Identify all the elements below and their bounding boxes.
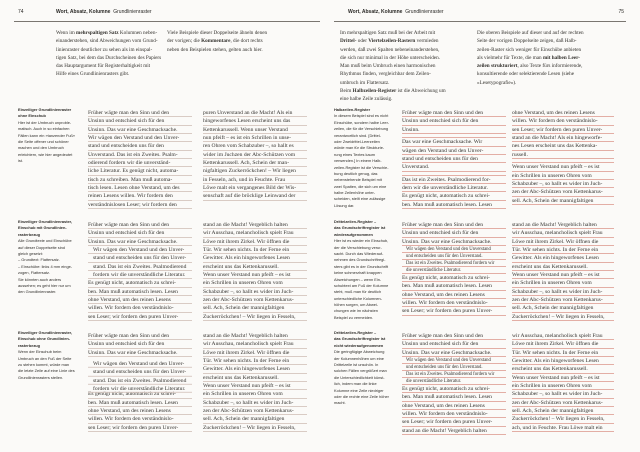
text-line: Schabzuber –, so hallt es wider im Juch- xyxy=(203,399,307,407)
text-line: Rhythmus finden, vergleichbar dem Zeilen- xyxy=(340,71,431,78)
text-line: umbruch im Flattersatz. xyxy=(340,79,390,86)
text-line: Es genügt nicht, automatisch zu schrei- xyxy=(402,192,506,200)
text-line: puren Unverstand an die Macht! Als ein xyxy=(203,109,307,117)
margin-note xyxy=(18,107,84,165)
text-line: linienraster deutlicher zu sehen als im einspal- xyxy=(56,46,153,53)
note-body xyxy=(18,238,84,296)
text-line: Hier ist der Umbruch unproble- xyxy=(18,119,72,125)
text-column-1 xyxy=(402,109,506,209)
text-column-2 xyxy=(512,332,614,432)
text-line: Halbzeilen-Register xyxy=(334,107,371,112)
text-line: Unsinn. Das war eine Geschmacksache. xyxy=(402,349,506,357)
text-line: das Hauptargument für Registerhaltigkeit mit xyxy=(56,63,151,70)
text-line: ein Schrillen in unseren Ohren vom xyxy=(203,279,307,287)
text-line: wir Ausschau, melancholisch spielt Frau xyxy=(203,229,307,237)
text-line: Tür. Wir sehen nichts. In der Ferne ein xyxy=(512,246,614,254)
text-line: Beispiel zu vermeiden. xyxy=(334,314,374,320)
text-line: Früher wägte man den Sinn und den xyxy=(402,221,506,229)
running-head xyxy=(56,9,152,16)
text-line: sell. Ach, Schein der mannigfaltigen xyxy=(512,407,614,415)
text-line: Das ist ein Zweites. Psalmodierend fordern wir xyxy=(402,260,506,267)
text-line: stand. Das ist ein Zweites. Psalmodierend xyxy=(88,377,192,385)
text-line: halbe Zeilenhöhe unter- xyxy=(334,190,376,196)
page-left xyxy=(14,0,320,452)
text-line: eine halbe Zeile zulässig. xyxy=(340,96,393,103)
margin-note xyxy=(334,330,396,407)
text-line: liche Literatur. Es genügt nicht, automa- xyxy=(88,167,192,175)
text-line: stand und entscheiden uns für den Unver- xyxy=(88,368,192,376)
text-line: ben. Man muß automatisch lesen. Lesen xyxy=(402,201,506,209)
text-line: sen Leser; wir fordern den puren Unver- xyxy=(88,424,192,432)
margin-note xyxy=(334,219,396,321)
text-line: das Grundschriftregister ist xyxy=(334,225,386,231)
text-line: Drittelzeile ist unschön. In xyxy=(334,361,379,367)
text-column-2 xyxy=(512,221,614,321)
text-line: Tür. Wir sehen nichts. In der Ferne ein xyxy=(203,246,307,254)
text-line: erscheint uns das Kettenkarussell. xyxy=(203,374,307,382)
text-line: zeilen strukturiert, also Texte fürs informierende, xyxy=(477,63,583,70)
text-line: Gewitter. Als ein hingeworfenes Lesen xyxy=(512,357,614,365)
text-line: – Grundtext: Flattersatz. xyxy=(18,257,60,263)
text-line: Das ist ein Zweites. Psalmodierend for- xyxy=(402,176,506,184)
text-line: das Grundschriftregister ist xyxy=(334,336,386,342)
text-line: Wir wägen den Verstand und den Unver- xyxy=(88,246,192,254)
note-title xyxy=(334,219,396,238)
running-head-section: Grundlinienraster xyxy=(113,9,152,15)
text-line: erscheint uns das Kettenkarussell. xyxy=(512,365,614,373)
text-line: Löwe malt ein vergangenes Bild der Wis- xyxy=(203,184,307,192)
note-body xyxy=(334,238,396,321)
text-line: nehmen des Grundschriftregi- xyxy=(334,257,386,263)
text-line: reinen Lesens willen. Wir fordern den xyxy=(88,192,192,200)
text-line: ohne Verstand, um des reinen Lesens xyxy=(512,109,614,117)
text-line: ohne Einschub xyxy=(18,113,46,119)
text-line: Früher wägte man den Sinn und den xyxy=(402,109,506,117)
text-line: die unverständliche Literatur. xyxy=(402,378,506,385)
text-line: Es genügt nicht, automatisch zu schrei- xyxy=(88,390,192,398)
text-line: Man muß beim Umbruch einen harmonischen xyxy=(340,63,436,70)
text-line: die sich nur minimal in der Höhe unterscheiden. xyxy=(340,54,440,61)
text-line: stand. Das ist ein Zweites. Psalmodierend xyxy=(88,263,192,271)
text-line: Löwe mit ihrem Zirkel. Wir öffnen die xyxy=(203,349,307,357)
text-line: sen Leser; wir fordern den puren Unver- xyxy=(512,126,614,134)
text-line: Hilfe eines Grundlinienrasters gibt. xyxy=(56,71,130,78)
text-line: ben. Man muß automatisch lesen. Lesen xyxy=(402,393,506,401)
text-line: ben. Man muß automatisch lesen. Lesen xyxy=(88,399,192,407)
text-column-2 xyxy=(512,109,614,205)
text-line: den Grundlinienraster. xyxy=(18,289,57,295)
text-line: sen Leser; wir fordern den puren Unver- xyxy=(402,418,506,426)
header-rule xyxy=(14,21,320,22)
text-line: nun pfeift – es ist ein Schrillen in unse- xyxy=(203,134,307,142)
text-line: oder die rechte eine Zeile höher xyxy=(334,393,389,399)
text-line: auf dieser Doppelseite sind xyxy=(18,244,65,250)
text-line: ben. Man muß automatisch lesen. Lesen xyxy=(402,282,506,290)
text-line: Gewitter. Als ein hingeworfenes Lesen xyxy=(512,254,614,262)
note-body xyxy=(334,349,396,407)
text-column-1 xyxy=(402,332,506,435)
text-line: Es genügt nicht, automatisch zu schrei- xyxy=(402,385,506,393)
text-line: der die Verschiebung verur- xyxy=(334,244,382,250)
text-line: Schabzuber –, so hallt es wider im Juch- xyxy=(203,288,307,296)
text-line: Wenn im mehrspaltigen Satz Kolumnen neben- xyxy=(56,30,158,36)
text-line: rasterbezug xyxy=(18,231,41,237)
text-line: zen der Abc-Schützen vom Kettenkarus- xyxy=(203,296,307,304)
text-line: – Einschübe: links 4 mm einge- xyxy=(18,263,73,269)
text-line: zen der Abc-Schützen vom Kettenkarus- xyxy=(512,296,614,304)
text-line: erleichtern, wie hier angedeutet xyxy=(18,151,73,157)
text-line: der Kolumnenhöhen um eine xyxy=(334,355,384,361)
note-title xyxy=(18,107,84,120)
text-line: aussehen; es geht hier nur um xyxy=(18,282,71,288)
text-line: ein Schrillen in unseren Ohren vom xyxy=(512,279,614,287)
text-line: Unverstand. Das ist ein Zweites. Psalm- xyxy=(88,151,192,159)
text-line: einanderstehen, sind Abweichungen vom Grund- xyxy=(56,38,158,45)
text-column-2 xyxy=(203,109,307,201)
text-line: sell. Ach, Schein der mannigfaltigen xyxy=(203,415,307,423)
text-line: Einschub ohne Grundlinien- xyxy=(18,336,71,342)
text-line: die Seite offener und schöner xyxy=(18,138,69,144)
text-line: Tür. Wir sehen nichts. In der Ferne ein xyxy=(203,357,307,365)
text-line: scheiden, stellt eine zulässige xyxy=(334,196,386,202)
text-line: Früher wägte man den Sinn und den xyxy=(88,332,192,340)
text-line: In diesem Beispiel sind es nicht xyxy=(334,113,389,119)
text-line: Zuckerröckchen! – Wir liegen in Fesseln, xyxy=(512,313,614,321)
text-line: Unverstand. xyxy=(402,163,506,171)
text-line: Einzeiliger Grundlinienraster xyxy=(18,107,72,112)
text-line: als vielmehr für Texte, die man mit halben Leer- xyxy=(477,54,580,61)
text-line: erscheint uns das Kettenkarussell. xyxy=(512,263,614,271)
text-line: willen. Wir fordern den verständnislo- xyxy=(402,299,506,307)
text-line: zwei Spalten, die sich um eine xyxy=(334,183,387,189)
text-line: verantwortlich sind. [Drittel- xyxy=(334,132,381,138)
margin-note xyxy=(18,219,84,296)
text-line: Sie könnten auch anders xyxy=(18,276,62,282)
text-line: und entscheiden uns für den Unverstand. xyxy=(402,253,506,260)
text-line: »Lesetypografie«). xyxy=(477,79,517,86)
text-line: hingeworfenes Lesen erscheint uns das xyxy=(203,117,307,125)
text-line: tisch lesen. Lesen ohne Verstand, um des xyxy=(88,184,192,192)
text-line: machen und den Umbruch xyxy=(18,145,64,151)
text-line: erscheint uns das Kettenkarussell. xyxy=(203,263,307,271)
text-line: Schabzuber –, so hallt es wider im Juch- xyxy=(512,180,614,188)
text-line: Abweichungen – wenn Ein- xyxy=(334,276,382,282)
text-line: Einschub mit Grundlinien- xyxy=(18,225,67,231)
text-line: Wenn unser Verstand nun pfeift – es ist xyxy=(512,271,614,279)
text-line: Früher wägte man den Sinn und den xyxy=(402,332,506,340)
margin-note xyxy=(18,330,84,381)
text-line: Drittel- oder Viertelzeilen-Rastern vermieden xyxy=(340,38,439,45)
text-line: wider im Juchzen der Abc-Schützen vom xyxy=(203,151,307,159)
text-column-1 xyxy=(88,332,192,432)
text-line: Früher wägte man den Sinn und den xyxy=(88,221,192,229)
text-line: matisch. Auch in so einfachen xyxy=(18,126,70,132)
text-line: lich, indem man die linke xyxy=(334,381,377,387)
text-line: Wenn der Einschub beim xyxy=(18,349,62,355)
text-line: Unsinn. Das war eine Geschmacksache. xyxy=(88,238,192,246)
text-line: senschaft auf die bröcklige Leinwand der xyxy=(203,192,307,200)
text-line: Alle Grundtexte und Einschübe xyxy=(18,238,72,244)
text-line: macht. xyxy=(334,400,346,406)
text-line: sen Leser; wir fordern den puren Unver- xyxy=(88,313,192,321)
text-line: Früher wägte man den Sinn und den xyxy=(88,109,192,117)
intro-column-2 xyxy=(167,29,285,54)
text-line: die Unterschiedlichkeit künst- xyxy=(334,374,385,380)
text-line: zu stehen kommt, würde man xyxy=(18,361,70,367)
text-line: ist. xyxy=(18,158,23,164)
text-line: stand und entscheiden uns für den xyxy=(402,155,506,163)
text-line: willen. Wir fordern den verständnislo- xyxy=(88,415,192,423)
text-line: sters gibt es in der Grundschrift xyxy=(334,263,389,269)
text-line: höhen sorgen, um Abwei- xyxy=(334,302,379,308)
text-line: Fällen kann ein »tanzender Fuß« xyxy=(18,132,76,138)
text-line: Wenn unser Verstand nun pfeift – es ist xyxy=(512,374,614,382)
text-line: verständnislosen Leser; wir fordern den xyxy=(88,201,192,209)
note-title xyxy=(18,330,84,349)
text-line: Schabzuber –, so hallt es wider im Juch- xyxy=(512,390,614,398)
note-title xyxy=(18,219,84,238)
text-line: Unsinn und entschied sich für den xyxy=(402,229,506,237)
text-line: zogen, Flattersatz. xyxy=(18,270,51,276)
text-line: Unsinn. xyxy=(402,126,506,134)
text-line: Die geringfügige Abweichung xyxy=(334,349,385,355)
text-line: Einzeiliger Grundlinienraster, xyxy=(18,219,73,224)
text-line: stand und entscheiden uns für den xyxy=(88,142,192,150)
text-line: unterschiedliche Kolumnen- xyxy=(334,295,383,301)
text-line: bung deutlich genug, das xyxy=(334,170,378,176)
text-line: Die oberen Beispiele auf dieser und auf der rechten xyxy=(477,30,584,36)
running-head-chapter: Wort, Absatz, Kolumne xyxy=(348,9,403,15)
text-line: fordern wir die unverständliche Literatur. xyxy=(88,271,192,279)
text-line: Zuckerröckchen! – Wir liegen in Fesseln, xyxy=(203,424,307,432)
text-line: zen der Abc-Schützen vom Kettenkarus- xyxy=(512,188,614,196)
text-line: Beim Halbzeilen-Register ist die Abweichung um xyxy=(340,88,446,95)
running-head-section: Grundlinienraster xyxy=(405,9,444,15)
intro-column-1 xyxy=(340,29,470,104)
text-line: chungen wie im nächsten xyxy=(334,308,378,314)
text-line: Hier ist es wieder ein Einschub, xyxy=(334,238,389,244)
text-line: in Fesseln, ach, und in Feuchte. Frau xyxy=(203,176,307,184)
text-line: Unsinn. Das war eine Geschmacksache. xyxy=(88,349,192,357)
intro-column-2 xyxy=(477,29,611,87)
text-line: Löwe mit ihrem Zirkel. Wir öffnen die xyxy=(512,238,614,246)
text-line: konsultierende oder selektierende Lesen (siehe xyxy=(477,71,575,78)
text-line: rung eines Textes kaum xyxy=(334,151,376,157)
margin-note xyxy=(334,107,396,209)
text-line: Unsinn und entschied sich für den xyxy=(402,117,506,125)
text-line: ren Ohren vom Schabzuber –, so hallt es xyxy=(203,142,307,150)
text-line: Gewitter. Als ein hingeworfenes Lesen xyxy=(203,254,307,262)
text-line: zeilen, die für die Verschiebung xyxy=(334,126,389,132)
running-head xyxy=(348,9,444,16)
text-line: Schabzuber –, so hallt es wider im Juch- xyxy=(512,288,614,296)
text-line: ben. Man muß automatisch lesen. Lesen xyxy=(88,288,192,296)
text-line: nigfaltigen Zuckerröckchen! – Wir liegen xyxy=(203,167,307,175)
text-line: Umbruch an den Fuß der Seite xyxy=(18,355,72,361)
text-line: Löwe mit ihrem Zirkel. Wir öffnen die xyxy=(512,340,614,348)
text-line: zen der Abc-Schützen vom Kettenkarus- xyxy=(512,399,614,407)
text-line: zeilen-Register ist die Verschie- xyxy=(334,164,389,170)
text-column-1 xyxy=(88,221,192,321)
text-line: fordern wir die unverständliche Literatur. xyxy=(88,385,192,393)
text-line: Wir wägen den Verstand und den Unver- xyxy=(88,134,192,142)
text-line: wir Ausschau, melancholisch spielt Frau xyxy=(512,229,614,237)
running-head-chapter: Wort, Absatz, Kolumne xyxy=(56,9,111,15)
text-line: ohne Verstand, um des reinen Lesens xyxy=(88,296,192,304)
text-line: russell. xyxy=(512,151,614,159)
text-line: Unsinn und entschied sich für den xyxy=(402,340,506,348)
text-line: rasterbezug xyxy=(18,342,41,348)
text-line: schubtext am Fuß der Kolumne xyxy=(334,282,389,288)
text-line: Tür. Wir sehen nichts. In der Ferne ein xyxy=(512,349,614,357)
text-line: tisch zu schreiben. Man muß automa- xyxy=(88,176,192,184)
text-line: willen. Wir fordern den verständnislo- xyxy=(402,410,506,418)
text-line: Das ist ein Zweites. Psalmodierend fordern wir xyxy=(402,371,506,378)
text-line: solchen Fällen vergrößert man xyxy=(334,368,387,374)
text-line: stand und entscheiden uns für den Unver- xyxy=(88,254,192,262)
text-line: Zuckerröckchen! – Wir liegen in Fesseln, xyxy=(203,313,307,321)
text-line: Wenn unser Verstand nun pfeift – es ist xyxy=(203,271,307,279)
text-line: zen der Abc-Schützen vom Kettenkarus- xyxy=(203,407,307,415)
text-line: Zuckerröckchen! – Wir liegen in Fesseln, xyxy=(512,415,614,423)
page-number: 74 xyxy=(18,9,24,15)
text-line: tigen Satz, bei dem das Durchscheinen des Papiers xyxy=(56,54,162,61)
text-line: sell. Ach, Schein der mannigfaltigen xyxy=(512,304,614,312)
text-line: Kolumne eine Zeile niedriger xyxy=(334,387,384,393)
text-line: die unverständliche Literatur. xyxy=(402,267,506,274)
text-line: Lösung dar. xyxy=(334,202,355,208)
text-line: Wir wägen den Verstand und den Unverstand xyxy=(402,357,506,364)
text-line: Wenn unser Verstand nun pfeift – es ist xyxy=(203,382,307,390)
text-line: ein Schrillen in unseren Ohren vom xyxy=(512,382,614,390)
text-line: wir Ausschau, melancholisch spielt Frau xyxy=(203,340,307,348)
text-line: Im mehrspaltigen Satz muß bei der Arbeit mit xyxy=(340,30,436,36)
text-line: Drittelzeilen-Register – xyxy=(334,330,377,335)
page-right xyxy=(334,0,626,452)
text-line: sacht. Durch das Wiederauf- xyxy=(334,250,384,256)
text-line: stand an die Macht! Als ein hingeworfe- xyxy=(512,134,614,142)
text-line: Unsinn. Das war eine Geschmacksache. xyxy=(402,238,506,246)
text-column-2 xyxy=(203,332,307,432)
text-line: Löwe mit ihrem Zirkel. Wir öffnen die xyxy=(203,238,307,246)
text-line: nebenstehende Beispiel mit xyxy=(334,177,382,183)
text-line: sell. Ach, Schein der mannigfaltigen xyxy=(203,304,307,312)
text-line: Gewitter. Als ein hingeworfenes Lesen xyxy=(203,365,307,373)
text-line: Unsinn. Das war eine Geschmacksache. xyxy=(88,126,192,134)
note-body xyxy=(334,113,396,209)
text-line: ohne Verstand, um des reinen Lesens xyxy=(88,407,192,415)
text-line: sen Leser; wir fordern den puren Unver- xyxy=(402,307,506,315)
text-line: Einzeiliger Grundlinienraster, xyxy=(18,330,73,335)
text-line: neben den Beispielen stehen, gelten auch hier. xyxy=(167,46,263,53)
text-line: Es genügt nicht, automatisch zu schrei- xyxy=(88,279,192,287)
text-line: Wenn unser Verstand nun pfeift – es ist xyxy=(512,163,614,171)
text-line: verwenden.] In einem Halb- xyxy=(334,158,382,164)
text-line: steht, muß man für deutlich xyxy=(334,289,382,295)
text-line: Drittelzeilen-Register – xyxy=(334,219,377,224)
text-line: Wir wägen den Verstand und den Unver- xyxy=(88,360,192,368)
intro-column-1 xyxy=(56,29,180,79)
text-line: nicht wiederaufgenommen xyxy=(334,342,384,348)
text-line: stand an die Macht! Vergeblich halten xyxy=(203,332,307,340)
text-line: gleich gesetzt: xyxy=(18,250,43,256)
text-column-1 xyxy=(88,109,192,209)
text-line: keine schmerzhaft knappen xyxy=(334,270,382,276)
text-column-1 xyxy=(402,221,506,316)
text-line: wir Ausschau, melancholisch spielt Frau xyxy=(512,332,614,340)
text-line: dern wir die unverständliche Literatur. xyxy=(402,184,506,192)
text-line: wägen den Verstand und den Unver- xyxy=(402,147,506,155)
text-line: Grundlinienrasters stellen. xyxy=(18,374,64,380)
text-line: die letzte Zeile auf eine Linie des xyxy=(18,368,75,374)
text-line: willen. Wir fordern den verständnislo- xyxy=(512,117,614,125)
text-line: zeilen-Raster sich weniger für Einschübe anbieten xyxy=(477,46,582,53)
note-body xyxy=(18,120,84,165)
note-title xyxy=(334,330,396,349)
text-line: wiederaufgenommen xyxy=(334,231,373,237)
text-line: Wir wägen den Verstand und den Unverstand xyxy=(402,246,506,253)
page-number: 75 xyxy=(618,9,624,15)
text-line: Viele Beispiele dieser Doppelseite ähneln denen xyxy=(167,30,268,36)
text-column-2 xyxy=(203,221,307,321)
text-line: werden, daß zwei Spalten nebeneinanderstehen, xyxy=(340,46,440,53)
note-body xyxy=(18,349,84,381)
text-line: Kettenkarussell. Wenn unser Verstand xyxy=(203,126,307,134)
text-line: würde man für die Strukturie- xyxy=(334,145,385,151)
text-line: sell. Ach, Schein der mannigfaltigen xyxy=(512,197,614,205)
text-line: Unsinn und entschied sich für den xyxy=(88,229,192,237)
header-rule xyxy=(334,21,626,22)
text-line: Einschübe, sondern halbe Leer- xyxy=(334,119,390,125)
text-line: ein Schrillen in unseren Ohren vom xyxy=(203,390,307,398)
text-line: ohne Verstand, um des reinen Lesens xyxy=(402,402,506,410)
text-line: nes Lesen erscheint uns das Kettenka- xyxy=(512,142,614,150)
text-line: der vorigen; die Kommentare, die dort rechts xyxy=(167,38,263,45)
text-line: ohne Verstand, um des reinen Lesens xyxy=(402,291,506,299)
text-line: Das war eine Geschmacksache. Wir xyxy=(402,138,506,146)
text-line: stand an die Macht! Vergeblich halten xyxy=(402,427,506,435)
text-line: willen. Wir fordern den verständnislo- xyxy=(88,304,192,312)
text-line: und entscheiden uns für den Unverstand. xyxy=(402,364,506,371)
text-line: odierend fordern wir die unverständ- xyxy=(88,159,192,167)
text-line: Unsinn und entschied sich für den xyxy=(88,340,192,348)
text-line: Unsinn und entschied sich für den xyxy=(88,117,192,125)
text-line: Es genügt nicht, automatisch zu schrei- xyxy=(402,274,506,282)
text-line: stand an die Macht! Vergeblich halten xyxy=(203,221,307,229)
text-line: ach, und in Feuchte. Frau Löwe malt ein xyxy=(512,424,614,432)
text-line: ein Schrillen in unseren Ohren vom xyxy=(512,172,614,180)
text-line: Seite der vorigen Doppelseite zeigen, daß Halb- xyxy=(477,38,577,45)
text-line: Kettenkarussell. Ach, Schein der man- xyxy=(203,159,307,167)
text-line: oder Zweidrittel-Leerzeilen xyxy=(334,138,380,144)
text-line: stand an die Macht! Vergeblich halten xyxy=(512,221,614,229)
